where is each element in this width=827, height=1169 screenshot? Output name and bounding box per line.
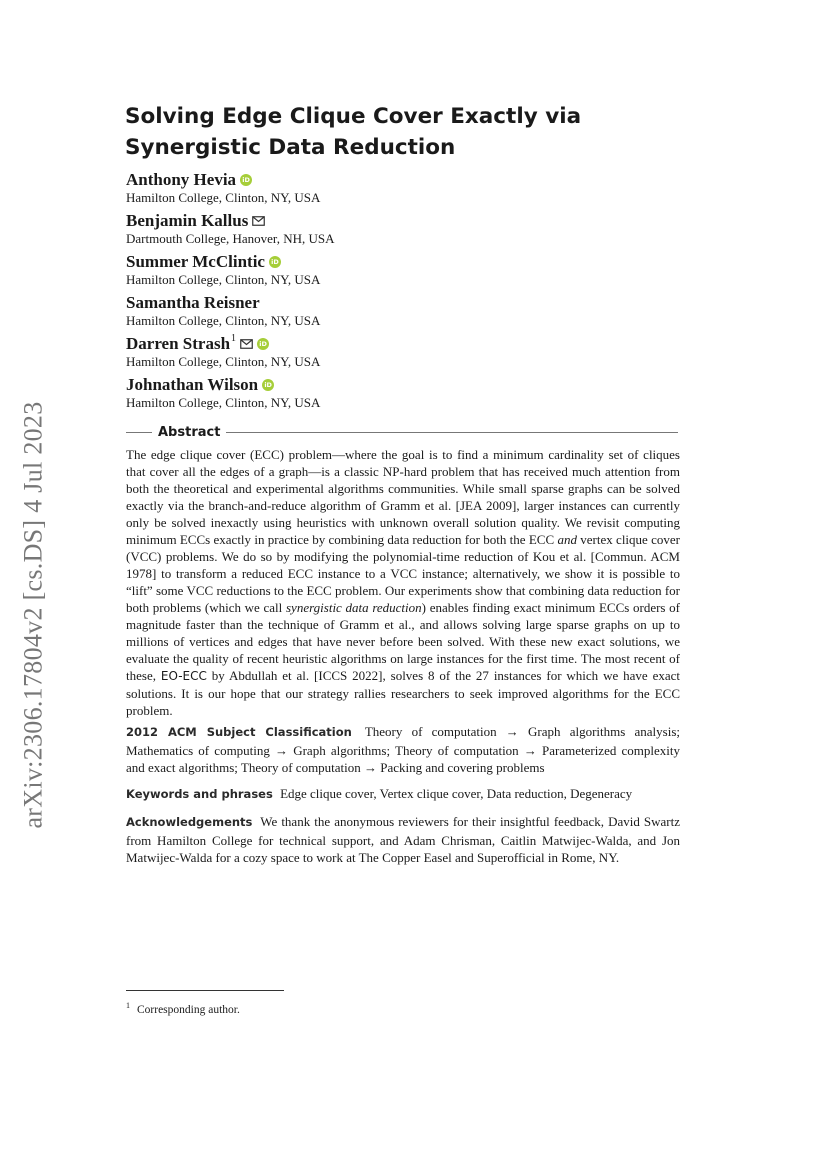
orcid-icon[interactable]: iD (240, 174, 252, 186)
acm-classification (126, 723, 680, 777)
author-name: Summer McClintic (126, 252, 265, 271)
author-entry (126, 252, 686, 293)
abstract-text-3: ) enables finding exact minimum ECCs orders of magnitude faster than the technique of Gramm et al., and allows solving large sparse graphs on up to millions of vertices and edges that have never before been solved. With these new exact solutions, we evaluate the quality of recent heuristic algorithms on large instances for the first time. The most recent of these, (126, 600, 681, 683)
keywords-heading: Keywords and phrases (126, 787, 273, 801)
algorithm-name: EO-ECC (160, 669, 207, 683)
author-name-row (126, 334, 686, 354)
acknowledgements-text: We thank the anonymous reviewers for their insightful feedback, David Swartz from Hamilton College for technical support, and Adam Chrisman, Caitlin Matwijec-Walda, and Jon Matwijec-Walda for a cozy space to work at The Copper Easel and Superofficial in Rome, NY. (126, 814, 681, 865)
author-affiliation: Hamilton College, Clinton, NY, USA (126, 272, 321, 287)
acm-text: Theory of computation → Graph algorithms analysis; Mathematics of computing → Graph algorithms; Theory of computation → Parameterized complexity and exact algorithms; Theory of computation → Packing and covering problems (126, 724, 681, 775)
author-entry (126, 334, 686, 375)
keywords-section (126, 785, 680, 804)
acknowledgements-section (126, 813, 680, 867)
abstract-emphasis-1: and (557, 532, 577, 547)
arxiv-id-text: arXiv:2306.17804v2 [cs.DS] 4 Jul 2023 (19, 401, 49, 829)
abstract-label: Abstract (158, 425, 221, 440)
heading-rule-left (126, 432, 152, 433)
author-name: Samantha Reisner (126, 293, 260, 312)
orcid-icon[interactable]: iD (269, 256, 281, 268)
author-name-row (126, 211, 686, 231)
author-name: Anthony Hevia (126, 170, 237, 189)
footnote-text: Corresponding author. (137, 1003, 240, 1016)
author-name: Johnathan Wilson (126, 375, 259, 394)
author-affiliation: Hamilton College, Clinton, NY, USA (126, 354, 321, 369)
author-affiliation: Hamilton College, Clinton, NY, USA (126, 395, 321, 410)
abstract-text-1: The edge clique cover (ECC) problem—where the goal is to find a minimum cardinality set of cliques that cover all the edges of a graph—is a classic NP-hard problem that has received much attention from both the theoretical and experimental algorithms communities. While small sparse graphs can be solved exactly via the branch-and-reduce algorithm of Gramm et al. [JEA 2009], larger instances can currently only be solved inexactly using heuristics with unknown overall solution quality. We revisit computing minimum ECCs exactly in practice by combining data reduction for both the ECC (126, 447, 680, 547)
orcid-icon[interactable]: iD (257, 338, 269, 350)
acm-heading: 2012 ACM Subject Classification (126, 725, 352, 739)
abstract-text-2: vertex clique cover (VCC) problems. We do so by modifying the polynomial-time reduction of Kou et al. [Commun. ACM 1978] to transform a reduced ECC instance to a VCC instance; alternatively, we show it is possible to “lift” some VCC reductions to the ECC problem. Our experiments show that combining data reduction for both problems (which we call (126, 532, 680, 615)
author-name: Benjamin Kallus (126, 211, 249, 230)
author-name-row (126, 375, 686, 395)
abstract-body (126, 446, 680, 719)
author-entry (126, 375, 686, 416)
abstract-heading (126, 425, 678, 440)
abstract-text-4: by Abdullah et al. [ICCS 2022], solves 8 of the 27 instances for which we have exact solutions. It is our hope that our strategy rallies researchers to seek improved algorithms for the ECC problem. (126, 668, 680, 718)
footnote-rule (126, 990, 284, 991)
author-entry (126, 211, 686, 252)
arxiv-identifier (14, 380, 54, 850)
author-list (126, 170, 686, 416)
orcid-icon[interactable]: iD (262, 379, 274, 391)
author-entry (126, 170, 686, 211)
author-name-row (126, 170, 686, 190)
abstract-emphasis-2: synergistic data reduction (285, 600, 422, 615)
footnote (126, 999, 526, 1017)
paper-title: Solving Edge Clique Cover Exactly via Synergistic Data Reduction (125, 104, 582, 160)
mail-icon[interactable] (252, 216, 265, 226)
author-name: Darren Strash (126, 334, 231, 353)
author-name-row (126, 293, 686, 313)
heading-rule-right (226, 432, 678, 433)
author-affiliation: Hamilton College, Clinton, NY, USA (126, 190, 321, 205)
author-name-row (126, 252, 686, 272)
keywords-text: Edge clique cover, Vertex clique cover, Data reduction, Degeneracy (280, 786, 633, 801)
acknowledgements-heading: Acknowledgements (126, 815, 253, 829)
footnote-ref[interactable]: 1 (231, 333, 237, 344)
mail-icon[interactable] (240, 339, 253, 349)
author-affiliation: Dartmouth College, Hanover, NH, USA (126, 231, 335, 246)
author-affiliation: Hamilton College, Clinton, NY, USA (126, 313, 321, 328)
footnote-mark: 1 (126, 1001, 130, 1010)
author-entry (126, 293, 686, 334)
